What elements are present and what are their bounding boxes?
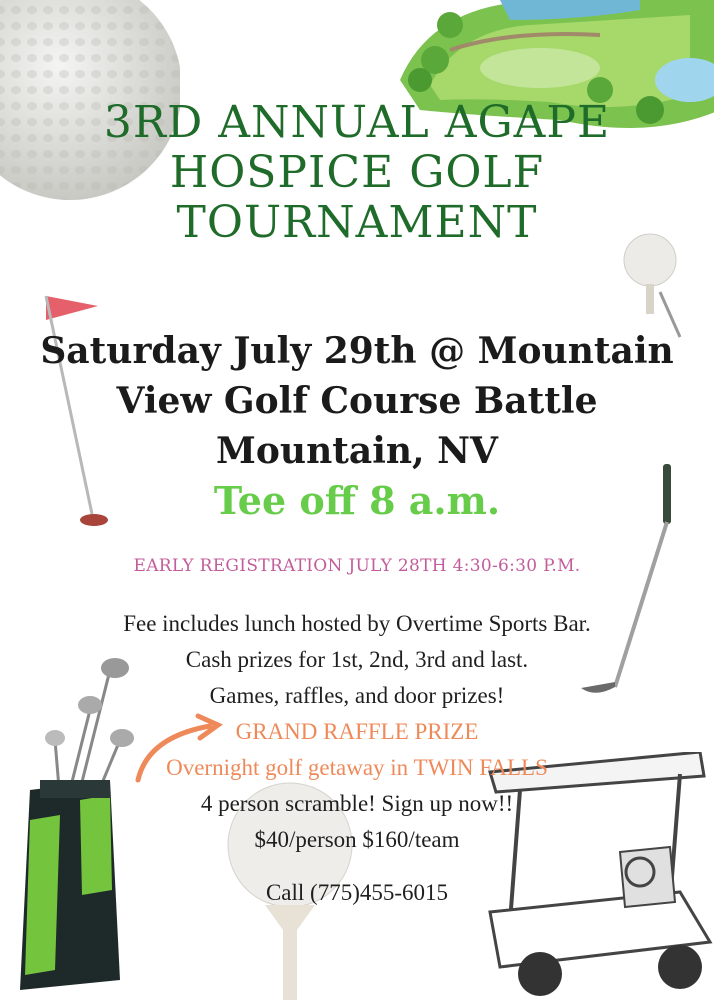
detail-lunch: Fee includes lunch hosted by Overtime Sports Bar. xyxy=(123,611,591,636)
event-line-1: Saturday July 29th @ Mountain xyxy=(40,330,674,372)
detail-prizes: Cash prizes for 1st, 2nd, 3rd and last. xyxy=(185,647,529,672)
title-line-2: HOSPICE GOLF xyxy=(169,147,545,198)
page-title xyxy=(0,98,714,248)
event-details xyxy=(0,326,714,476)
early-registration: EARLY REGISTRATION JULY 28TH 4:30-6:30 P.M. xyxy=(133,556,581,576)
title-line-3: TOURNAMENT xyxy=(176,197,538,248)
raffle-heading: GRAND RAFFLE PRIZE xyxy=(235,719,479,744)
call-phone[interactable]: Call (775)455-6015 xyxy=(265,880,449,905)
details xyxy=(0,606,714,858)
scramble-text: 4 person scramble! Sign up now!! xyxy=(200,791,514,816)
title-line-1: 3RD ANNUAL AGAPE xyxy=(103,97,611,148)
price-text: $40/person $160/team xyxy=(254,827,460,852)
raffle-prize: Overnight golf getaway in TWIN FALLS xyxy=(166,755,548,780)
detail-games: Games, raffles, and door prizes! xyxy=(209,683,505,708)
tee-off-time: Tee off 8 a.m. xyxy=(213,478,501,523)
event-line-3: Mountain, NV xyxy=(216,430,498,472)
event-line-2: View Golf Course Battle xyxy=(116,380,598,422)
